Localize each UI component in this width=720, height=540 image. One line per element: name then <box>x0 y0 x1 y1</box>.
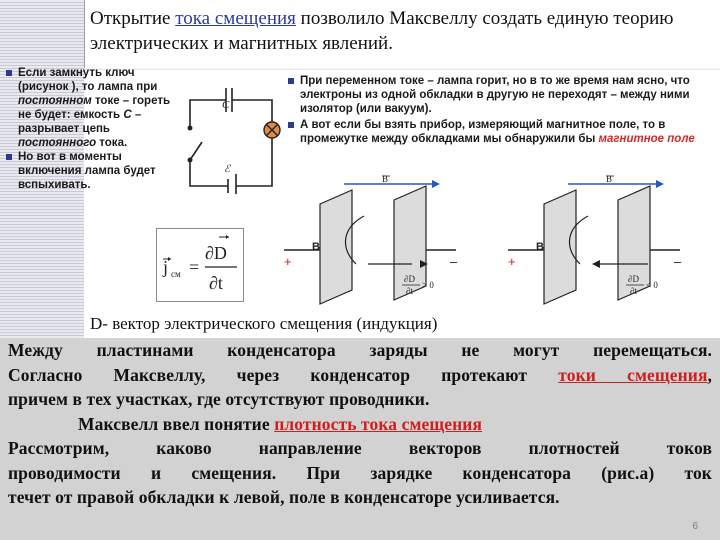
body-line-5: Рассмотрим, каково направление векторов плотностей токов <box>8 438 712 458</box>
text-italic: постоянного <box>18 137 97 149</box>
text: Максвелл ввел понятие <box>78 413 275 434</box>
formula-sub: см <box>171 269 181 279</box>
text: , <box>707 364 712 385</box>
deriv-num: ∂D <box>404 274 415 284</box>
text: Если замкнуть ключ (рисунок ), то лампа при <box>18 67 158 93</box>
title-text-rest: позволило Максвеллу создать единую теорию электрических и магнитных явлений. <box>90 8 674 54</box>
slide-title <box>90 6 710 56</box>
text: токе – гореть не будет: емкость <box>18 95 171 121</box>
body-line-7: течет от правой обкладки к левой, поле в конденсаторе усиливается. <box>8 487 560 507</box>
body-line-3: причем в тех участках, где отсутствуют проводники. <box>8 389 430 409</box>
main-text-block <box>0 338 720 540</box>
text-italic: постоянном <box>18 95 92 107</box>
displacement-current-link[interactable]: токи смещения <box>558 364 708 385</box>
plus-sign: + <box>508 254 516 269</box>
body-line-6: проводимости и смещения. При зарядке конденсатора (рис.а) ток <box>8 462 712 483</box>
body-line-2 <box>0 363 720 388</box>
minus-sign: – <box>450 254 458 269</box>
text: тока. <box>96 137 128 149</box>
formula-box <box>156 228 244 302</box>
field-label: B <box>382 174 389 184</box>
left-plate <box>320 190 352 304</box>
text: А вот если бы взять прибор, измеряющий магнитное поле, то в промежутке между обкладками мы обнаружили бы <box>300 119 666 145</box>
deriv-den: ∂t <box>630 286 637 296</box>
circuit-diagram <box>180 76 284 194</box>
minus-sign: – <box>674 254 682 269</box>
field-label: B <box>606 174 613 184</box>
left-plate <box>544 190 576 304</box>
formula-eq: = <box>189 257 200 277</box>
formula-j: j <box>163 257 169 277</box>
deriv-rel: < 0 <box>646 280 658 290</box>
formula-num: ∂D <box>205 243 227 263</box>
plate-b-label: B <box>312 241 320 253</box>
text-highlight: магнитное поле <box>598 133 695 145</box>
displacement-current-formula <box>157 229 243 301</box>
d-vector-caption: D- вектор электрического смещения (индукция) <box>90 314 438 333</box>
text-italic: С <box>123 109 132 121</box>
title-text: Открытие <box>90 8 176 29</box>
plate-b-label: B <box>536 241 544 253</box>
left-bullet-2: Но вот в моменты включения лампа будет вспыхивать. <box>4 150 182 192</box>
right-bullet-2 <box>286 118 716 146</box>
formula-den: ∂t <box>209 273 223 293</box>
deriv-den: ∂t <box>406 286 413 296</box>
source-label: ℰ <box>224 164 231 175</box>
page-number: 6 <box>692 521 698 532</box>
right-bullet-list <box>286 74 716 148</box>
plus-sign: + <box>284 254 292 269</box>
title-link[interactable]: тока смещения <box>175 8 296 29</box>
left-bullet-list <box>4 66 182 192</box>
deriv-num: ∂D <box>628 274 639 284</box>
text: – разрывает цепь <box>18 109 142 135</box>
deriv-rel: > 0 <box>422 280 434 290</box>
left-bullet-1 <box>4 66 182 150</box>
capacitor-diagram-b <box>508 170 720 310</box>
body-line-1: Между пластинами конденсатора заряды не могут перемещаться. <box>8 340 712 360</box>
body-line-4 <box>0 412 720 437</box>
right-bullet-1: При переменном токе – лампа горит, но в то же время нам ясно, что электроны из одной обкладки в другую не переходят – между ними изолятор (или вакуум). <box>286 74 716 116</box>
text: Согласно Максвеллу, через конденсатор протекают <box>8 364 559 385</box>
capacitor-diagram-a <box>284 170 498 310</box>
capacitor-label: C <box>222 99 230 111</box>
current-density-link[interactable]: плотность тока смещения <box>274 413 483 434</box>
